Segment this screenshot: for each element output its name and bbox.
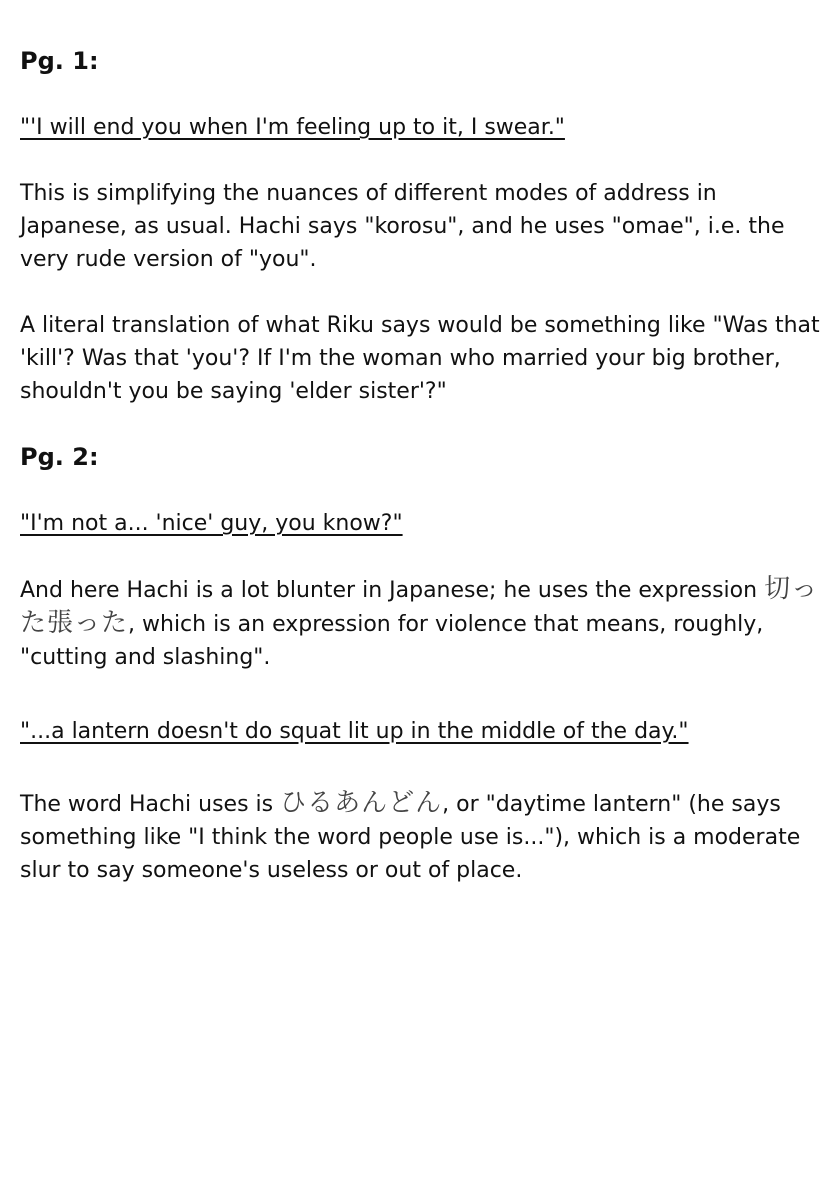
page-2-note-2: [20, 787, 830, 887]
page-1-note-2: A literal translation of what Riku says would be something like "Was that 'kill'? Was that 'you'? If I'm the woman who married your big brother, shouldn't you be saying 'elder sister'?": [20, 313, 820, 404]
page-1-note-1: This is simplifying the nuances of different modes of address in Japanese, as usual. Hachi says "korosu", and he uses "omae", i.e. the very rude version of "you".: [20, 181, 785, 272]
note-text-before: And here Hachi is a lot blunter in Japanese; he uses the expression: [20, 578, 765, 603]
note-text-after: , which is an expression for violence that means, roughly, "cutting and slashing".: [20, 612, 764, 670]
japanese-term-hiruandon: ひるあんどん: [280, 788, 443, 818]
page-1-heading: Pg. 1:: [20, 47, 99, 75]
page-2-heading: Pg. 2:: [20, 443, 99, 471]
page-2-note-1: [20, 573, 830, 674]
page-2-quote-2: "...a lantern doesn't do squat lit up in the middle of the day.": [20, 719, 689, 744]
page-1-quote-1: "'I will end you when I'm feeling up to it, I swear.": [20, 115, 565, 140]
japanese-term-kitta-hatta: 切った張った: [20, 574, 819, 638]
note-text-before: The word Hachi uses is: [20, 792, 281, 817]
page-2-quote-1: "I'm not a... 'nice' guy, you know?": [20, 511, 403, 536]
note-text-after: , or "daytime lantern" (he says something like "I think the word people use is..."), which is a moderate slur to say someone's useless or out of place.: [20, 792, 801, 883]
